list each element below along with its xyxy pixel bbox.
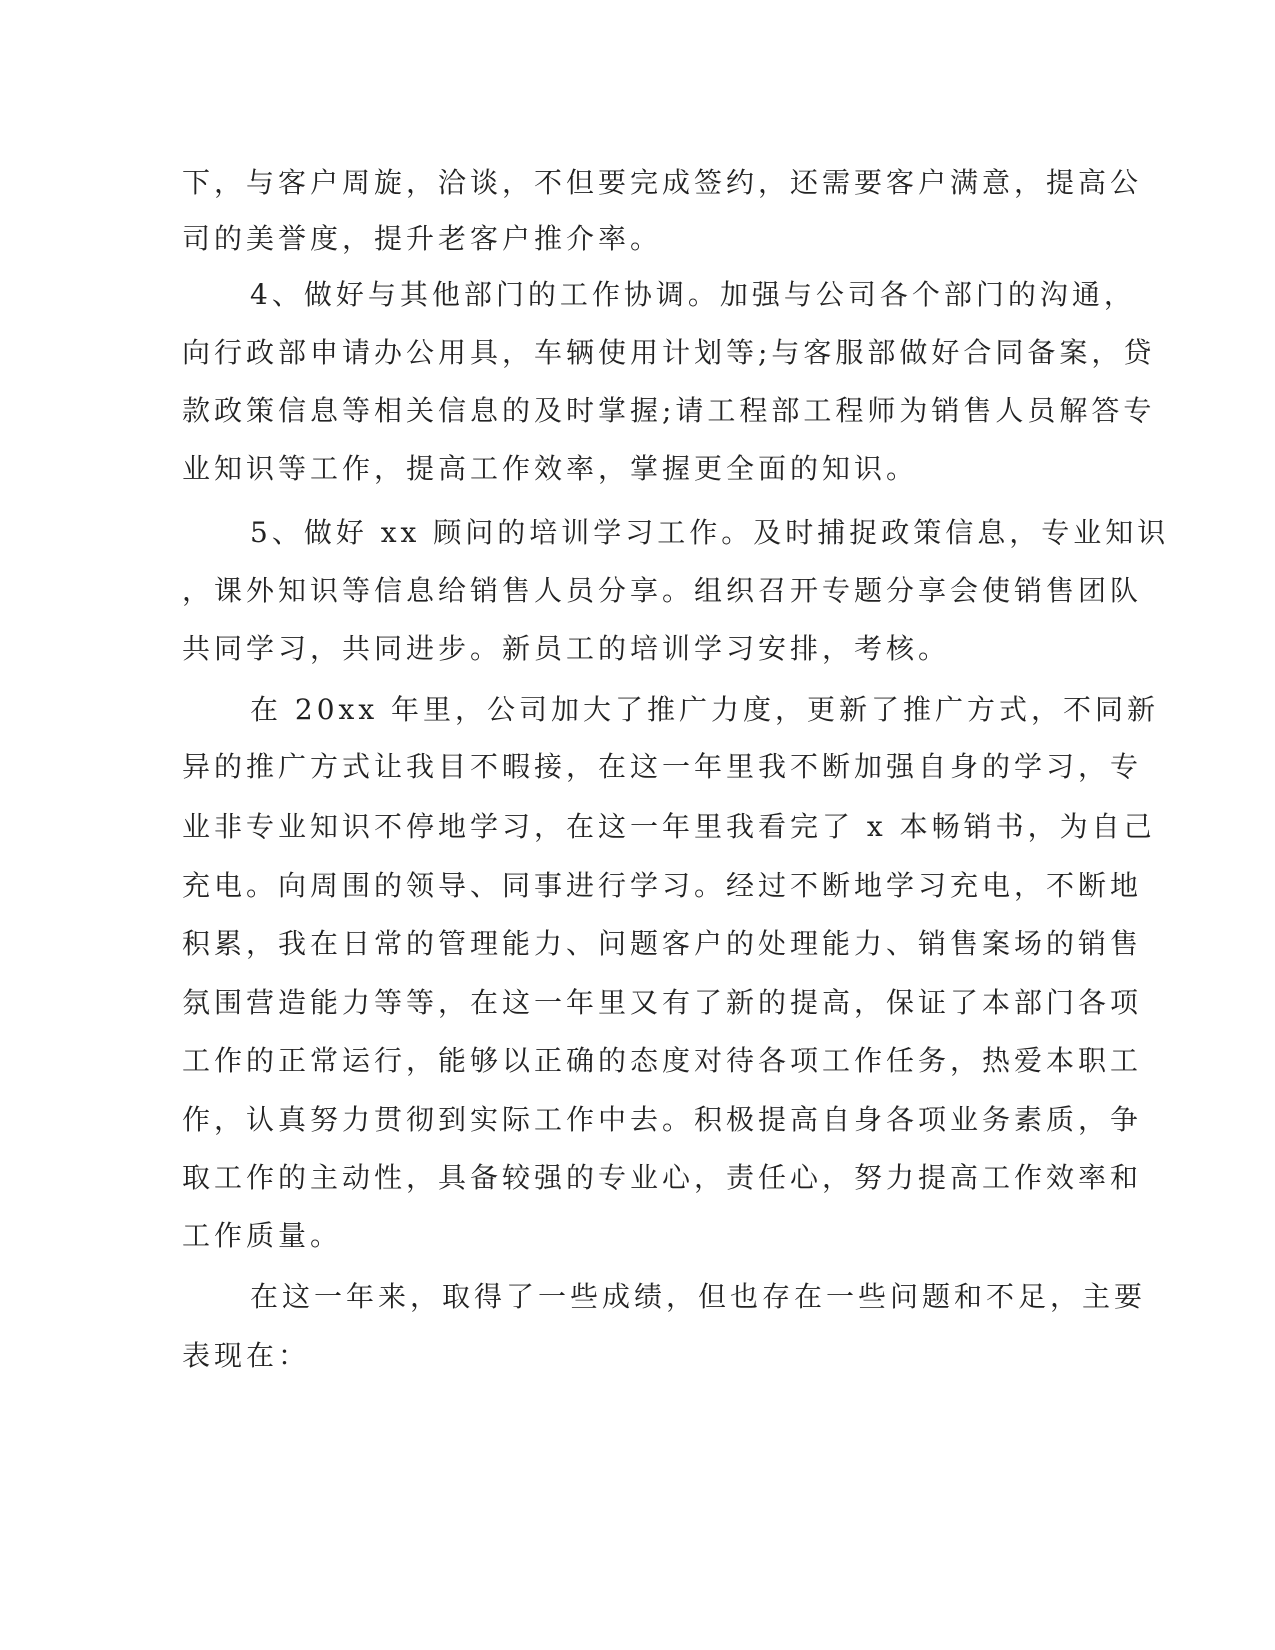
text-line: 业非专业知识不停地学习，在这一年里我看完了 x 本畅销书，为自己	[182, 810, 1156, 843]
text-line: 向行政部申请办公用具，车辆使用计划等;与客服部做好合同备案，贷	[182, 336, 1156, 369]
text-line: 5、做好 xx 顾问的培训学习工作。及时捕捉政策信息，专业知识	[250, 516, 1170, 549]
text-line: 款政策信息等相关信息的及时掌握;请工程部工程师为销售人员解答专	[182, 394, 1156, 427]
text-line: 在 20xx 年里，公司加大了推广力度，更新了推广方式，不同新	[250, 693, 1160, 726]
text-line: 业知识等工作，提高工作效率，掌握更全面的知识。	[182, 452, 919, 485]
text-line: 下，与客户周旋，洽谈，不但要完成签约，还需要客户满意，提高公	[182, 166, 1143, 199]
text-line: 表现在：	[182, 1339, 311, 1372]
text-line: 积累，我在日常的管理能力、问题客户的处理能力、销售案场的销售	[182, 927, 1143, 960]
text-line: 异的推广方式让我目不暇接，在这一年里我不断加强自身的学习，专	[182, 750, 1143, 783]
text-line: 充电。向周围的领导、同事进行学习。经过不断地学习充电，不断地	[182, 869, 1143, 902]
text-line: 司的美誉度，提升老客户推介率。	[182, 222, 663, 255]
text-line: 工作的正常运行，能够以正确的态度对待各项工作任务，热爱本职工	[182, 1044, 1143, 1077]
text-line: 4、做好与其他部门的工作协调。加强与公司各个部门的沟通，	[250, 278, 1136, 311]
text-line: 在这一年来，取得了一些成绩，但也存在一些问题和不足，主要	[250, 1280, 1147, 1313]
text-line: 共同学习，共同进步。新员工的培训学习安排，考核。	[182, 632, 951, 665]
text-line: ，课外知识等信息给销售人员分享。组织召开专题分享会使销售团队	[182, 574, 1143, 607]
text-line: 作，认真努力贯彻到实际工作中去。积极提高自身各项业务素质，争	[182, 1103, 1143, 1136]
text-line: 取工作的主动性，具备较强的专业心，责任心，努力提高工作效率和	[182, 1161, 1143, 1194]
text-line: 工作质量。	[182, 1219, 343, 1252]
text-line: 氛围营造能力等等，在这一年里又有了新的提高，保证了本部门各项	[182, 986, 1143, 1019]
